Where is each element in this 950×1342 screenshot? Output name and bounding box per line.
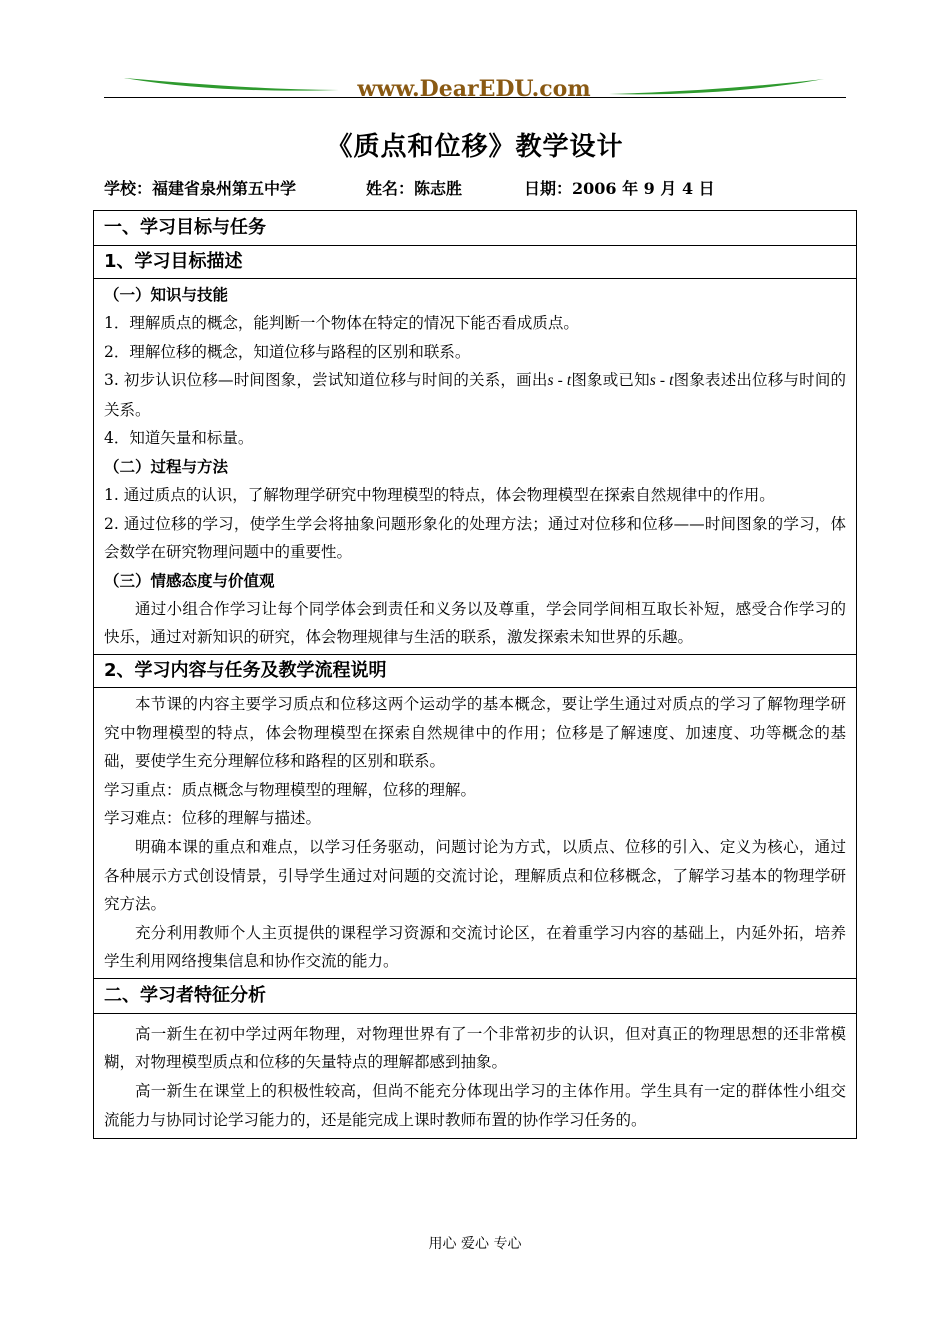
table-row bbox=[94, 279, 857, 655]
st-symbol: s - t bbox=[649, 372, 674, 390]
learner-paragraph: 高一新生在课堂上的积极性较高，但尚不能充分体现出学习的主体作用。学生具有一定的群体性小组交流能力与协同讨论学习能力的，还是能完成上课时教师布置的协作学习任务的。 bbox=[104, 1082, 846, 1129]
content-heading: 2、学习内容与任务及教学流程说明 bbox=[104, 659, 387, 681]
knowledge-heading: （一）知识与技能 bbox=[104, 286, 229, 304]
site-logo-graphic bbox=[104, 70, 846, 104]
date-field: 日期：2006 年 9 月 4 日 bbox=[524, 179, 715, 198]
sub2-heading-cell bbox=[94, 654, 857, 687]
document-meta bbox=[104, 176, 715, 199]
item3-prefix: 3. 初步认识位移—时间图象，尝试知道位移与时间的关系，画出 bbox=[104, 371, 548, 390]
table-row bbox=[94, 978, 857, 1013]
table-row bbox=[94, 1013, 857, 1138]
section1-heading-cell bbox=[94, 211, 857, 246]
logo-text: www.DearEDU.com bbox=[357, 76, 591, 102]
document-title: 《质点和位移》教学设计 bbox=[326, 132, 624, 162]
learner-analysis-cell bbox=[94, 1013, 857, 1138]
header-rule bbox=[104, 97, 846, 98]
lesson-plan-table bbox=[93, 210, 857, 1139]
section2-heading-cell bbox=[94, 978, 857, 1013]
process-item: 2. 通过位移的学习，使学生学会将抽象问题形象化的处理方法；通过对位移和位移——时间图象的学习，体会数学在研究物理问题中的重要性。 bbox=[104, 514, 846, 562]
st-symbol: s - t bbox=[547, 372, 572, 390]
section2-heading: 二、学习者特征分析 bbox=[104, 984, 266, 1006]
section1-heading: 一、学习目标与任务 bbox=[104, 217, 266, 238]
emotion-text: 通过小组合作学习让每个同学体会到责任和义务以及尊重，学会同学间相互取长补短，感受合作学习的快乐，通过对新知识的研究，体会物理规律与生活的联系，激发探索未知世界的乐趣。 bbox=[104, 599, 846, 647]
table-row bbox=[94, 211, 857, 246]
site-logo bbox=[104, 70, 846, 104]
content-paragraph: 充分利用教师个人主页提供的课程学习资源和交流讨论区，在着重学习内容的基础上，内延外拓，培养学生利用网络搜集信息和协作交流的能力。 bbox=[104, 923, 846, 971]
school-field: 学校：福建省泉州第五中学 bbox=[104, 179, 297, 198]
knowledge-item: 1．理解质点的概念，能判断一个物体在特定的情况下能否看成质点。 bbox=[104, 314, 579, 332]
content-paragraph: 明确本课的重点和难点，以学习任务驱动，问题讨论为方式，以质点、位移的引入、定义为核心，通过各种展示方式创设情景，引导学生通过对问题的交流讨论，理解质点和位移概念，了解学习基本的物理学研究方法。 bbox=[104, 837, 846, 914]
page-footer: 用心 爱心 专心 bbox=[428, 1236, 522, 1252]
table-row bbox=[94, 654, 857, 687]
item3-suffix: 图象表述出位移与时间的关系。 bbox=[104, 371, 847, 419]
content-cell bbox=[94, 687, 857, 978]
difficulty-point: 学习难点：位移的理解与描述。 bbox=[104, 809, 322, 828]
learner-paragraph: 高一新生在初中学过两年物理，对物理世界有了一个非常初步的认识，但对真正的物理思想的还非常模糊，对物理模型质点和位移的矢量特点的理解都感到抽象。 bbox=[104, 1024, 846, 1072]
table-row bbox=[94, 246, 857, 279]
process-item: 1. 通过质点的认识，了解物理学研究中物理模型的特点，体会物理模型在探索自然规律中的作用。 bbox=[104, 485, 775, 504]
emotion-heading: （三）情感态度与价值观 bbox=[104, 571, 275, 590]
knowledge-item: 4．知道矢量和标量。 bbox=[104, 429, 254, 448]
key-point: 学习重点：质点概念与物理模型的理解，位移的理解。 bbox=[104, 780, 477, 799]
objectives-cell bbox=[94, 279, 857, 655]
table-row bbox=[94, 687, 857, 978]
sub1-heading-cell bbox=[94, 246, 857, 279]
knowledge-item-3 bbox=[104, 366, 846, 424]
process-heading: （二）过程与方法 bbox=[104, 457, 229, 476]
author-field: 姓名：陈志胜 bbox=[366, 179, 463, 198]
logo-left-swoosh bbox=[124, 78, 339, 91]
objectives-heading: 1、学习目标描述 bbox=[104, 251, 243, 272]
item3-mid: 图象或已知 bbox=[571, 371, 650, 390]
logo-right-swoosh bbox=[609, 79, 824, 94]
content-paragraph: 本节课的内容主要学习质点和位移这两个运动学的基本概念，要让学生通过对质点的学习了解物理学研究中物理模型的特点，体会物理模型在探索自然规律中的作用；位移是了解速度、加速度、功等概念的基础，要使学生充分理解位移和路程的区别和联系。 bbox=[104, 694, 846, 771]
knowledge-item: 2．理解位移的概念，知道位移与路程的区别和联系。 bbox=[104, 342, 471, 361]
